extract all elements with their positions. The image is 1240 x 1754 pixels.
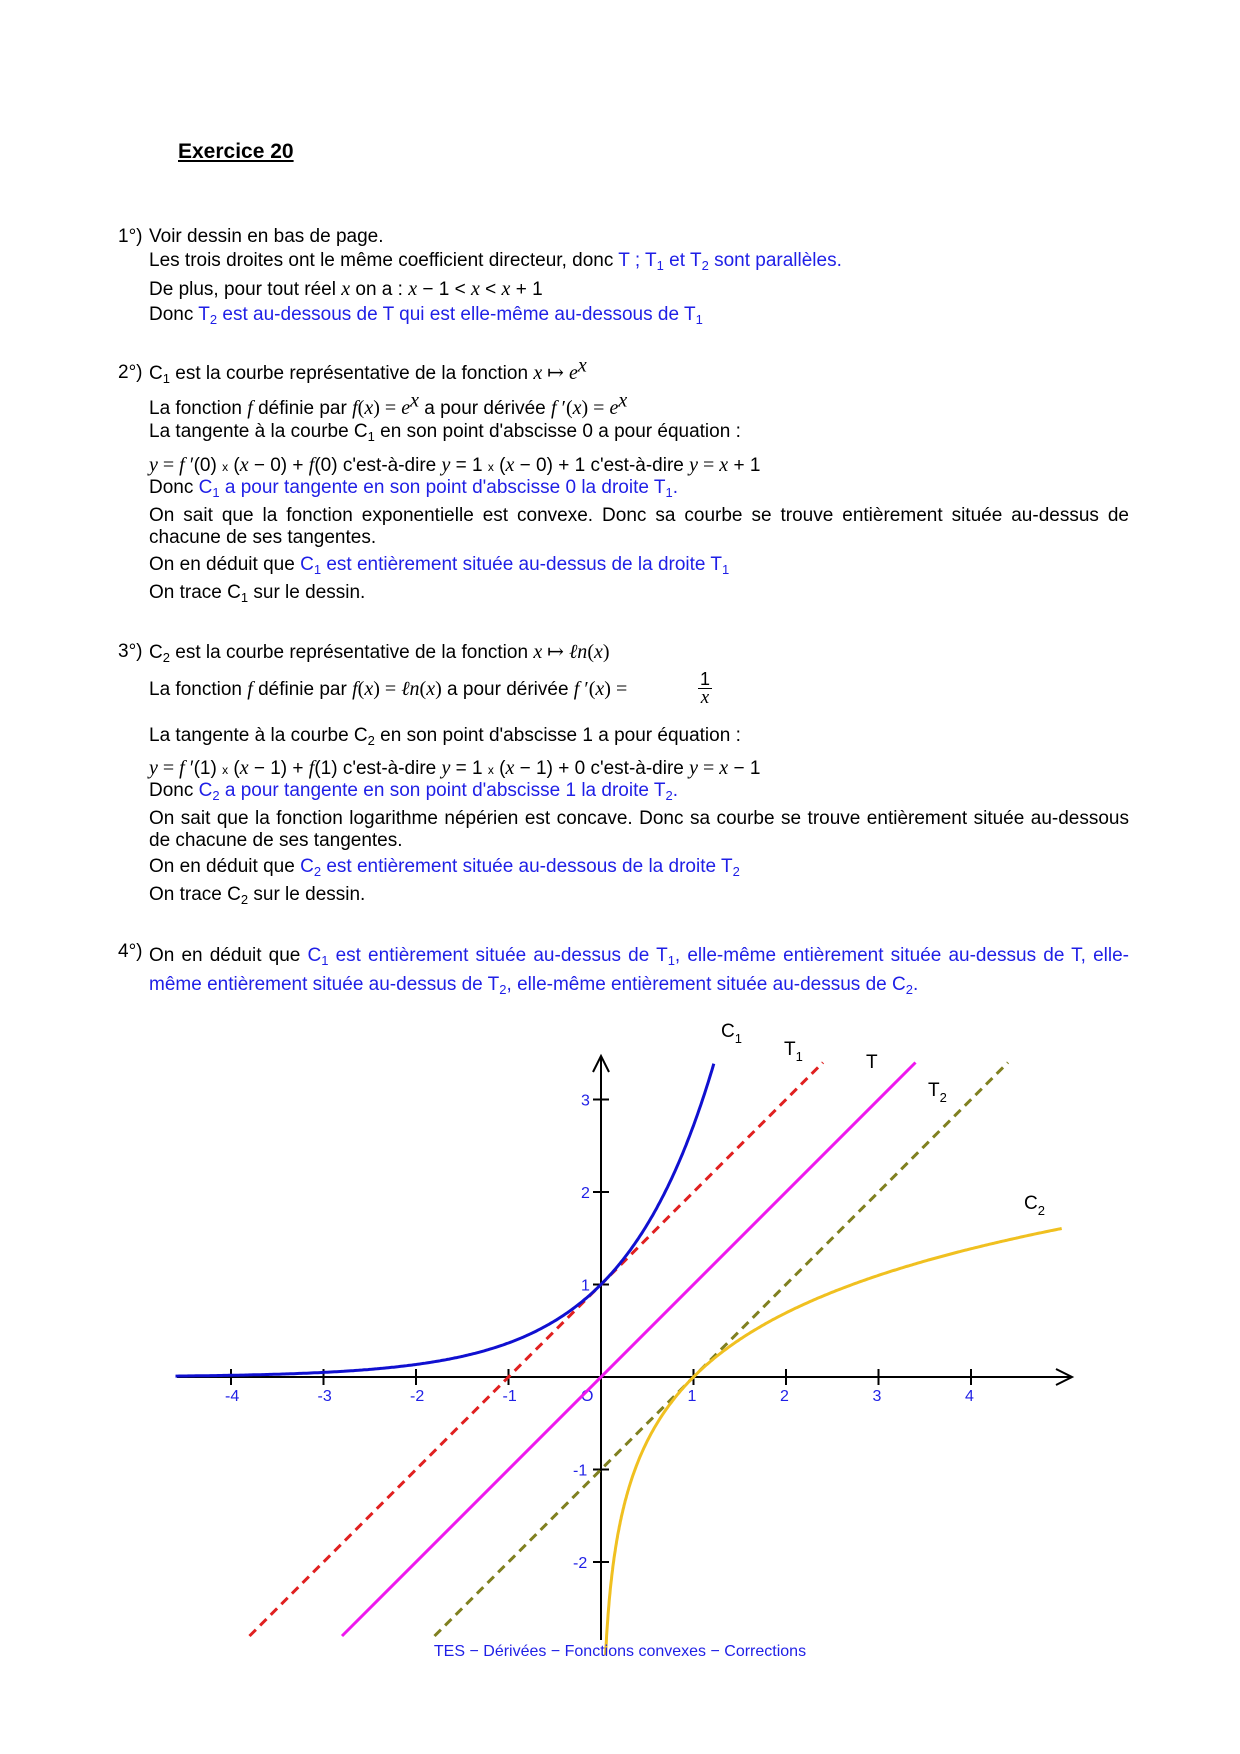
x-tick-label: 3 (872, 1388, 882, 1405)
q3-line-2: La fonction f définie par f(x) = ℓn(x) a pour dérivée f ′(x) = (149, 678, 628, 700)
tangent-t2-line (435, 1063, 1009, 1637)
q3-line-5: Donc $C_2$ a pour tangente en son point d'abscisse 1 la droite $T_2$. (149, 780, 678, 803)
x-tick-label: 1 (687, 1388, 697, 1405)
q2-line-2: La fonction f définie par $f(x) = e^x$ a pour dérivée f $'(x) = e^x$ (149, 389, 628, 419)
y-tick-label: -2 (573, 1555, 588, 1572)
q3-line-1: $C_2$ est la courbe représentative de la fonction x ↦ ℓn(x) (149, 641, 610, 665)
x-tick-label: -1 (502, 1388, 517, 1405)
label-t1: $T_1$ (784, 1039, 803, 1064)
x-tick-label: -4 (225, 1388, 240, 1405)
question-number: 3°) (118, 641, 143, 662)
y-axis (593, 1056, 609, 1640)
question-number: 4°) (118, 941, 143, 962)
question-number: 1°) (118, 226, 143, 247)
q2-equation: y = f ′(0) x (x − 0) + f(0) c'est-à-dire y = 1 x (x − 0) + 1 c'est-à-dire y = x + 1 (149, 454, 761, 476)
q1-line-3: De plus, pour tout réel x on a : x − 1 < x < x + 1 (149, 278, 543, 300)
q2-line-3: La tangente à la courbe $C_1$ en son point d'abscisse 0 a pour équation : (149, 421, 741, 444)
x-tick-label: -2 (410, 1388, 425, 1405)
q3-line-7: On en déduit que $C_2$ est entièrement située au-dessous de la droite $T_2$ (149, 856, 740, 879)
q2-line-7: On en déduit que $C_1$ est entièrement située au-dessus de la droite $T_1$ (149, 554, 730, 577)
q1-line-4: Donc $T_2$ est au-dessous de T qui est elle-même au-dessous de $T_1$ (149, 304, 703, 327)
q1-line-1: Voir dessin en bas de page. (149, 226, 384, 247)
q3-line-3: La tangente à la courbe $C_2$ en son point d'abscisse 1 a pour équation : (149, 725, 741, 748)
page-title: Exercice 20 (178, 140, 294, 163)
label-t: T (866, 1052, 878, 1073)
q3-paragraph: On sait que la fonction logarithme népérien est concave. Donc sa courbe se trouve entièrement située au-dessous de chacune de ses tangentes. (149, 808, 1129, 851)
question-number: 2°) (118, 362, 143, 383)
x-tick-label: O (581, 1388, 594, 1405)
line-t (342, 1063, 916, 1637)
q3-line-8: On trace $C_2$ sur le dessin. (149, 884, 366, 907)
q1-line-2: Les trois droites ont le même coefficient directeur, donc T ; $T_1$ et $T_2$ sont parallèles. (149, 250, 842, 273)
q2-paragraph: On sait que la fonction exponentielle est convexe. Donc sa courbe se trouve entièrement située au-dessus de chacune de ses tangentes. (149, 505, 1129, 548)
x-tick-label: 4 (965, 1388, 974, 1405)
label-t2: $T_2$ (928, 1080, 947, 1105)
axis-ticks (225, 1093, 974, 1573)
curve-c1-exponential (176, 1064, 714, 1376)
y-tick-label: 3 (581, 1092, 590, 1110)
tangent-t1-line (250, 1063, 824, 1637)
q2-line-1: $C_1$ est la courbe représentative de la fonction x ↦ $e^x$ (149, 354, 587, 386)
q4-paragraph: On en déduit que $C_1$ est entièrement située au-dessus de $T_1$, elle-même entièrement située au-dessus de T, elle-même entièrement située au-dessus de $T_2$, elle-même entièrement située au-dessus de $C_2$. (149, 945, 1129, 997)
y-tick-label: -1 (573, 1462, 588, 1480)
fraction-one-over-x: $\frac{1}{x}$ (700, 669, 711, 708)
y-tick-label: 1 (581, 1277, 590, 1295)
label-c2: $C_2$ (1024, 1193, 1045, 1218)
q2-line-8: On trace $C_1$ sur le dessin. (149, 582, 366, 605)
x-tick-label: -3 (317, 1388, 332, 1405)
x-axis (177, 1369, 1072, 1385)
curve-c2-logarithm (605, 1229, 1061, 1664)
x-tick-label: 2 (780, 1388, 789, 1405)
y-tick-label: 2 (581, 1185, 590, 1202)
q2-line-5: Donc $C_1$ a pour tangente en son point d'abscisse 0 la droite $T_1$. (149, 477, 678, 500)
page-footer: TES − Dérivées − Fonctions convexes − Corrections (433, 1643, 807, 1660)
q3-equation: y = f ′(1) x (x − 1) + f(1) c'est-à-dire y = 1 x (x − 1) + 0 c'est-à-dire y = x − 1 (149, 757, 761, 779)
label-c1: $C_1$ (721, 1021, 742, 1046)
